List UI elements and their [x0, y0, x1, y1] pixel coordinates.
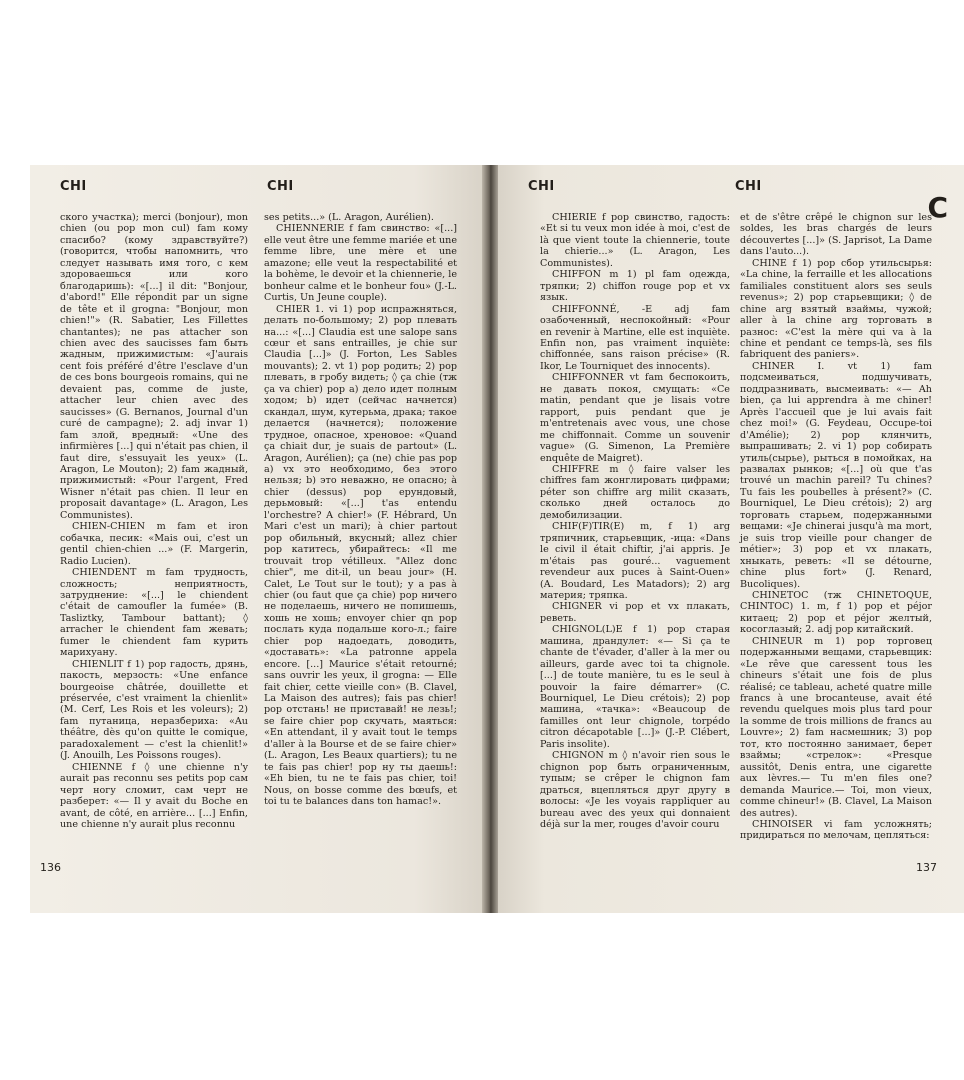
dictionary-entry: CHIGNON m ◊ n'avoir rien sous le chignon pop быть ограниченным, тупым; se crêper le chignon fam драться, вцепляться друг другу в волосы: «Je les voyais rappliquer au bureau avec des yeux qui donnaient déjà sur la mer, rouges d'avoir couru [540, 750, 730, 831]
right-header-col2: CHI [735, 179, 762, 194]
section-letter: C [927, 191, 948, 224]
left-page-number: 136 [40, 861, 61, 874]
right-header-col1: CHI [528, 179, 555, 194]
dictionary-entry: CHIER 1. vi 1) pop испражняться, делать по-большому; 2) pop плевать на...: «[...] Claudia est une salope sans cœur et sans entrailles, je chie sur Claudia [...]» (J. Forton, Les Sables mouvants); 2. vt 1) pop родить; 2) pop плевать, в гробу видеть; ◊ ça chie (тж ça va chier) pop a) дело идет полным ходом; b) идет (сейчас начнется) скандал, шум, кутерьма, драка; такое делается (начнется); положение трудное, опасное, хреновое: «Quand ça chiait dur, je suais de partout» (L. Aragon, Aurélien); ça (ne) chie pas pop a) vx это необходимо, без этого нельзя; b) это неважно, не опасно; à chier (dessus) pop ерундовый, дерьмовый: «[...] t'as entendu l'orchestre? A chier!» (F. Hébrard, Un Mari c'est un mari); à chier partout pop обильный, вкусный; allez chier pop катитесь, убирайтесь: «Il me trouvait trop vétilleux. "Allez donc chier", me dit-il, un beau jour» (H. Calet, Le Tout sur le tout); y a pas à chier (ou faut que ça chie) pop ничего не поделаешь, ничего не попишешь, хошь не хошь; envoyer chier qn pop послать куда подальше кого-л.; faire chier pop надоедать, доводить, «доставать»: «La patronne appela encore. [...] Maurice s'était retourné; sans ouvrir les yeux, il grogna: — Elle fait chier, cette vieille con» (B. Clavel, La Maison des autres); fais pas chier! pop отстань! не приставай! не лезь!; se faire chier pop скучать, маяться: «En attendant, il y avait tout le temps d'aller à la Bourse et de se faire chier» (L. Aragon, Les Beaux quartiers); tu ne te fais pas chier! pop ну ты даешь!: «Eh bien, tu ne te fais pas chier, toi! Nous, on bosse comme des bœufs, et toi tu te balances dans ton hamac!». [264, 303, 457, 808]
dictionary-entry: ского участка); merci (bonjour), mon chien (ou pop mon cul) fam кому спасибо? (кому здравствуйте?) (говорится, чтобы напомнить, что следует называть имя того, с кем здороваешься или кого благодаришь): «[...] il dit: "Bonjour, d'abord!" Elle répondit par un signe de tête et il grogna: "Bonjour, mon chien!"» (R. Sabatier, Les Fillettes chantantes); ne pas attacher son chien avec des saucisses fam быть жадным, прижимистым: «J'aurais cent fois préféré d'être l'esclave d'un de ces bons bourgeois romains, qui ne devaient pas, comme de juste, attacher leur chien avec des saucisses» (G. Bernanos, Journal d'un curé de campagne); 2. adj invar 1) fam злой, вредный: «Une des infirmières [...] qui n'était pas chien, il faut dire, s'essuyait les yeux» (L. Aragon, Le Mouton); 2) fam жадный, прижимистый: «Pour l'argent, Fred Wisner n'était pas chien. Il leur en proposait davantage» (L. Aragon, Les Communistes). [60, 212, 248, 521]
left-header-col1: CHI [60, 179, 87, 194]
left-page [30, 165, 482, 913]
right-column-1 [540, 212, 730, 830]
dictionary-entry: CHINETOC (тж CHINETOQUE, CHINTOC) 1. m, f 1) pop et péjor китаец; 2) pop et péjor желтый, косоглазый; 2. adj pop китайский. [740, 589, 932, 636]
dictionary-entry: CHINOISER vi fam усложнять; придираться по мелочам, цепляться: [740, 819, 932, 842]
book-spread [30, 165, 964, 913]
dictionary-entry: CHIGNOL(L)E f 1) pop старая машина, драндулет: «— Si ça te chante de t'évader, d'aller à la mer ou ailleurs, garde avec toi ta chignole. [...] de toute manière, tu es le seul à pouvoir la faire démarrer» (C. Bourniquel, Le Dieu crétois); 2) pop машина, «тачка»: «Beaucoup de familles ont leur chignole, torpédo citron décapotable [...]» (J.-P. Clébert, Paris insolite). [540, 624, 730, 750]
left-header-col2: CHI [267, 179, 294, 194]
left-column-1 [60, 212, 248, 830]
dictionary-entry: CHIFFON m 1) pl fam одежда, тряпки; 2) chiffon rouge pop et vx язык. [540, 269, 730, 304]
dictionary-entry: CHIFFONNER vt fam беспокоить, не давать покоя, смущать: «Ce matin, pendant que je lisais votre rapport, puis pendant que je m'entretenais avec vous, une chose me chiffonnait. Comme un souvenir vague» (G. Simenon, La Première enquête de Maigret). [540, 372, 730, 464]
dictionary-entry: ses petits...» (L. Aragon, Aurélien). [264, 212, 434, 223]
right-page-number: 137 [916, 861, 937, 874]
dictionary-entry: CHIENNE f ◊ une chienne n'y aurait pas reconnu ses petits pop сам черт ногу сломит, сам черт не разберет: «— Il y avait du Boche en avant, de côté, en arrière... [...] Enfin, une chienne n'y aurait plus reconnu [60, 761, 248, 831]
dictionary-entry: CHIF(F)TIR(E) m, f 1) arg тряпичник, старьевщик, -ица: «Dans le civil il était chiftir, j'ai appris. Je m'étais pas gouré... vaguement revendeur aux puces à Saint-Ouen» (A. Boudard, Les Matadors); 2) arg материя; тряпка. [540, 521, 730, 601]
dictionary-entry: CHINEUR m 1) pop торговец подержанными вещами, старьевщик: «Le rêve que caressent tous les chineurs s'était une fois de plus réalisé; ce tableau, acheté quatre mille francs à une brocanteuse, avait été revendu quelques mois plus tard pour la somme de trois millions de francs au Louvre»; 2) fam насмешник; 3) pop тот, кто постоянно занимает, берет взаймы; «стрелок»: «Presque aussitôt, Denis entra, une cigarette aux lèvres.— Tu m'en files one? demanda Maurice.— Toi, mon vieux, comme chineur!» (B. Clavel, La Maison des autres). [740, 635, 933, 819]
right-page [498, 165, 964, 913]
dictionary-entry: CHIGNER vi pop et vx плакать, реветь. [540, 601, 730, 624]
dictionary-entry: CHIERIE f pop свинство, гадость: «Et si tu veux mon idée à moi, c'est de là que vient toute la chiennerie, toute la chierie...» (L. Aragon, Les Communistes). [540, 212, 730, 269]
dictionary-entry: CHIEN-CHIEN m fam et iron собачка, песик: «Mais oui, c'est un gentil chien-chien ...» (F. Margerin, Radio Lucien). [60, 521, 248, 567]
dictionary-entry: CHIENLIT f 1) pop гадость, дрянь, пакость, мерзость: «Une enfance bourgeoise châtrée, douillette et préservée, c'est vraiment la chienlit» (M. Cerf, Les Rois et les voleurs); 2) fam путаница, неразбериха: «Au théâtre, dès qu'on quitte le comique, paradoxalement — c'est la chienlit!» (J. Anouilh, Les Poissons rouges). [60, 658, 248, 762]
dictionary-entry: CHINE f 1) pop сбор утильсырья: «La chine, la ferraille et les allocations familiales constituent alors ses seuls revenus»; 2) pop старьевщики; ◊ de chine arg взятый взаймы, чужой; aller à la chine arg торговать в разнос: «C'est la mère qui va à la chine et pendant ce temps-là, ses fils fabriquent des paniers». [740, 257, 932, 361]
left-column-2 [264, 212, 457, 808]
dictionary-entry: CHIFFONNÉ, -E adj fam озабоченный, неспокойный: «Pour en revenir à Martine, elle est inquiète. Enfin non, pas vraiment inquiète: chiffonnée, sans raison précise» (R. Ikor, Le Tourniquet des innocents). [540, 303, 730, 372]
dictionary-entry: et de s'être crêpé le chignon sur les soldes, les bras chargés de leurs découvertes [...]» (S. Japrisot, La Dame dans l'auto...). [740, 212, 932, 258]
dictionary-entry: CHIENDENT m fam трудность, сложность; неприятность, затруднение: «[...] le chiendent c'était de camoufler la fumée» (B. Tasliztky, Tambour battant); ◊ arracher le chiendent fam жевать; fumer le chiendent fam курить марихуану. [60, 567, 248, 659]
dictionary-entry: CHINER I. vt 1) fam подсмеиваться, подшучивать, поддразнивать, высмеивать: «— Ah bien, ça lui apprendra à me chiner! Après l'accueil que je lui avais fait chez moi!» (G. Feydeau, Occupe-toi d'Amélie); 2) pop клянчить, выпрашивать; 2. vi 1) pop собирать утиль(сырье), рыться в помойках, на развалах рынков; «[...] où que t'as trouvé un machin pareil? Tu chines? Tu fais les poubelles à présent?» (C. Bourniquel, Le Dieu crétois); 2) arg торговать старьем, подержанными вещами: «Je chinerai jusqu'à ma mort, je suis trop vieille pour changer de métier»; 3) pop et vx плакать, хныкать, реветь: «Il se détourne, chine plus fort» (J. Renard, Bucoliques). [740, 360, 932, 590]
right-column-2 [740, 212, 932, 842]
dictionary-entry: CHIFFRE m ◊ faire valser les chiffres fam жонглировать цифрами; péter son chiffre arg milit сказать, сколько дней осталось до демобилизации. [540, 463, 730, 521]
dictionary-entry: CHIENNERIE f fam свинство: «[...] elle veut être une femme mariée et une femme libre, une mère et une amazone; elle veut la respectabilité et la bohème, le devoir et la chiennerie, le bonheur calme et le bonheur fou» (J.-L. Curtis, Un Jeune couple). [264, 223, 457, 304]
book-gutter [482, 165, 498, 913]
